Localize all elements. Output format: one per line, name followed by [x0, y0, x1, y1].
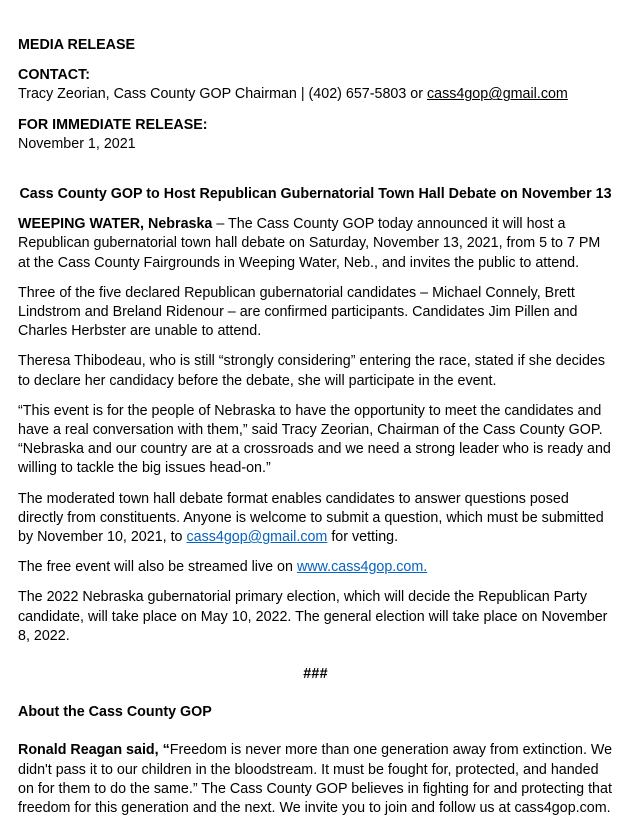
paragraph-election: The 2022 Nebraska gubernatorial primary election, which will decide the Republican Party candidate, will take place on May 10, 2022. The general election will take place on November 8, 2022.: [18, 589, 608, 644]
contact-email-link[interactable]: cass4gop@gmail.com: [426, 86, 568, 103]
media-release-label: MEDIA RELEASE: [18, 37, 136, 53]
title-spacer: [18, 165, 613, 185]
about-spacer: [18, 695, 613, 703]
paragraph-thibodeau: Theresa Thibodeau, who is still “strongly considering” entering the race, stated if she decides to declare her candidacy before the debate, she will participate in the event.: [18, 353, 606, 389]
paragraph-lede: [18, 215, 613, 273]
paragraph-candidates: Three of the five declared Republican gubernatorial candidates – Michael Connely, Brett Lindstrom and Breland Ridenour – are confirmed participants. Candidates Jim Pillen and Charles Herbster are unable to attend.: [18, 284, 578, 340]
about-body-text: Freedom is never more than one generation away from extinction. We didn't pass it to our children in the bloodstream. It must be fought for, protected, and handed on for them to do the same.” The Cass County GOP believes in fighting for and protecting that freedom for this generation and the next. We invite you to join and follow us at cass4gop.com.: [18, 742, 613, 817]
about-heading: About the Cass County GOP: [18, 704, 212, 721]
for-immediate-release-heading: FOR IMMEDIATE RELEASE:: [18, 116, 208, 133]
contact-heading: CONTACT:: [18, 67, 91, 84]
document-body: [18, 36, 613, 818]
contact-line: [18, 85, 613, 104]
debate-format-suffix: for vetting.: [327, 529, 399, 546]
website-link[interactable]: www.cass4gop.com.: [296, 559, 428, 576]
about-body-spacer: [18, 733, 613, 741]
paragraph-quote: “This event is for the people of Nebraska to have the opportunity to meet the candidates and have a real conversation with them,” said Tracy Zeorian, Chairman of the Cass County GOP. “Nebraska and our country are at a crossroads and we need a strong leader who is ready and willing to tackle the big issues head-on.”: [18, 402, 611, 477]
page-title: Cass County GOP to Host Republican Gubernatorial Town Hall Debate on November 13: [19, 186, 612, 203]
stream-text: The free event will also be streamed live on: [18, 559, 297, 576]
paragraph-stream: [18, 558, 613, 577]
section-separator: ###: [303, 666, 328, 683]
reagan-quote-lead: Ronald Reagan said, “: [18, 742, 170, 759]
question-email-link[interactable]: cass4gop@gmail.com: [186, 529, 328, 546]
debate-format-text: The moderated town hall debate format enables candidates to answer questions posed directly from constituents. Anyone is welcome to submit a question, which must be submitted by November 10, 2021, to: [18, 490, 604, 546]
release-date: November 1, 2021: [18, 135, 136, 152]
dateline: WEEPING WATER, Nebraska: [18, 216, 213, 233]
contact-line-text: Tracy Zeorian, Cass County GOP Chairman | (402) 657-5803 or: [18, 86, 427, 103]
lede-body-text: – The Cass County GOP today announced it will host a Republican gubernatorial town hall debate on Saturday, November 13, 2021, from 5 to 7 PM at the Cass County Fairgrounds in Weeping Water, Neb., and invites the public to attend.: [18, 216, 601, 271]
separator-spacer: [18, 657, 613, 665]
paragraph-debate-format: [18, 490, 613, 548]
paragraph-about: [18, 741, 613, 818]
